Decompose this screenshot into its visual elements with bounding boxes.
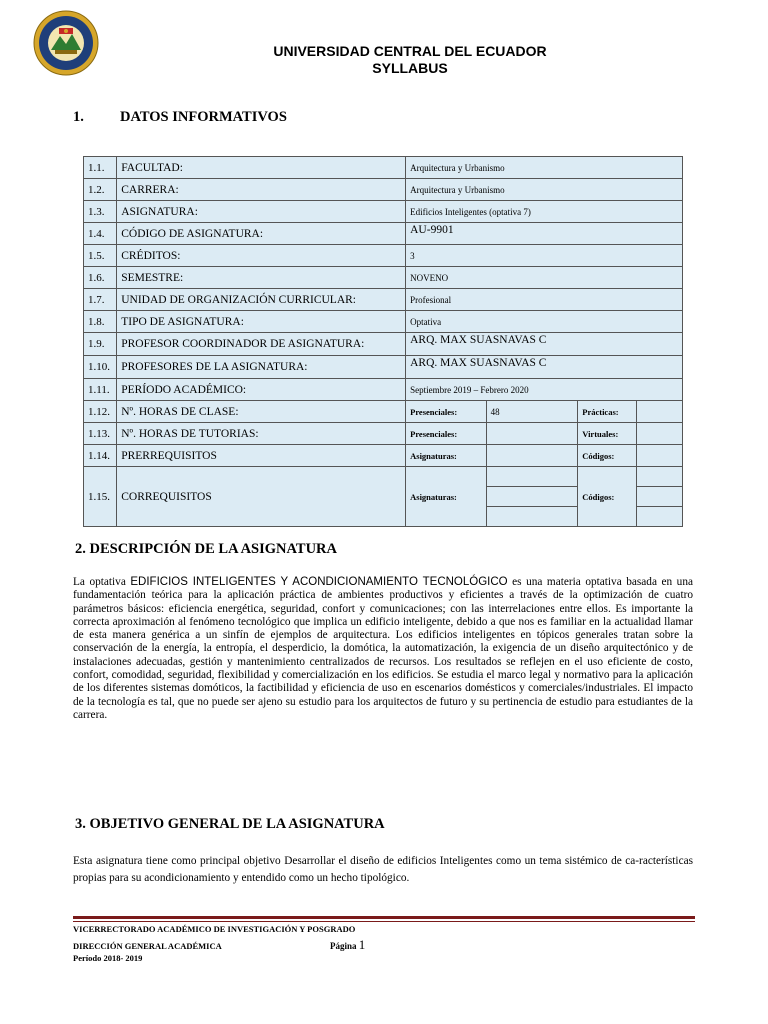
row-label: SEMESTRE: bbox=[117, 267, 406, 289]
info-row bbox=[84, 311, 683, 333]
row-value: Septiembre 2019 – Febrero 2020 bbox=[406, 379, 683, 401]
row-number: 1.9. bbox=[84, 333, 117, 356]
asignaturas-label: Asignaturas: bbox=[406, 445, 487, 467]
row-label: CORREQUISITOS bbox=[117, 467, 406, 527]
footer-rule-thin bbox=[73, 921, 695, 922]
virtuales-label: Virtuales: bbox=[578, 423, 636, 445]
info-row bbox=[84, 356, 683, 379]
row-number: 1.15. bbox=[84, 467, 117, 527]
row-number: 1.6. bbox=[84, 267, 117, 289]
row-label: UNIDAD DE ORGANIZACIÓN CURRICULAR: bbox=[117, 289, 406, 311]
seal-sun bbox=[64, 29, 68, 33]
info-row bbox=[84, 223, 683, 245]
row-number: 1.13. bbox=[84, 423, 117, 445]
presenciales-value bbox=[486, 423, 578, 445]
codigos-value bbox=[636, 467, 682, 487]
row-label: PROFESORES DE LA ASIGNATURA: bbox=[117, 356, 406, 379]
row-number: 1.5. bbox=[84, 245, 117, 267]
codigos-value bbox=[636, 507, 682, 527]
row-value: Optativa bbox=[406, 311, 683, 333]
info-table bbox=[83, 156, 683, 527]
prereq-row bbox=[84, 445, 683, 467]
row-number: 1.2. bbox=[84, 179, 117, 201]
info-row bbox=[84, 157, 683, 179]
row-number: 1.8. bbox=[84, 311, 117, 333]
asignaturas-value bbox=[486, 445, 578, 467]
section-3-paragraph: Esta asignatura tiene como principal objetivo Desarrollar el diseño de edificios Inteligentes como un tema sistémico de ca-racterísticas propias para su acondicionamiento y entendido como un hecho tipológico. bbox=[73, 855, 693, 884]
row-label: CRÉDITOS: bbox=[117, 245, 406, 267]
row-label: Nº. HORAS DE TUTORIAS: bbox=[117, 423, 406, 445]
row-label: PRERREQUISITOS bbox=[117, 445, 406, 467]
info-row bbox=[84, 267, 683, 289]
row-number: 1.7. bbox=[84, 289, 117, 311]
page-indicator bbox=[330, 937, 365, 953]
university-title: UNIVERSIDAD CENTRAL DEL ECUADOR bbox=[273, 43, 547, 59]
row-value: NOVENO bbox=[406, 267, 683, 289]
section-1-title: DATOS INFORMATIVOS bbox=[120, 109, 287, 125]
row-number: 1.10. bbox=[84, 356, 117, 379]
asignaturas-value bbox=[486, 507, 578, 527]
course-name-highlight: EDIFICIOS INTELIGENTES Y ACONDICIONAMIENTO TECNOLÓGICO bbox=[130, 576, 508, 588]
row-label: ASIGNATURA: bbox=[117, 201, 406, 223]
row-number: 1.14. bbox=[84, 445, 117, 467]
page-number: 1 bbox=[358, 937, 366, 952]
practicas-value bbox=[636, 401, 682, 423]
section-1-number: 1. bbox=[73, 109, 84, 125]
row-label: Nº. HORAS DE CLASE: bbox=[117, 401, 406, 423]
info-row bbox=[84, 379, 683, 401]
section-2-paragraph bbox=[73, 576, 693, 722]
row-label: PROFESOR COORDINADOR DE ASIGNATURA: bbox=[117, 333, 406, 356]
row-label: CÓDIGO DE ASIGNATURA: bbox=[117, 223, 406, 245]
codigos-value bbox=[636, 487, 682, 507]
row-value: Arquitectura y Urbanismo bbox=[406, 179, 683, 201]
section-2-title: 2. DESCRIPCIÓN DE LA ASIGNATURA bbox=[75, 541, 337, 557]
presenciales-value: 48 bbox=[486, 401, 578, 423]
paragraph-lead: La optativa bbox=[73, 576, 131, 588]
practicas-label: Prácticas: bbox=[578, 401, 636, 423]
row-label: CARRERA: bbox=[117, 179, 406, 201]
info-row bbox=[84, 179, 683, 201]
codigos-label: Códigos: bbox=[578, 445, 636, 467]
info-row bbox=[84, 201, 683, 223]
presenciales-label: Presenciales: bbox=[406, 423, 487, 445]
row-number: 1.4. bbox=[84, 223, 117, 245]
footer-line-1: VICERRECTORADO ACADÉMICO DE INVESTIGACIÓN Y POSGRADO bbox=[73, 924, 356, 934]
info-row bbox=[84, 245, 683, 267]
page-label: Página bbox=[330, 941, 359, 951]
asignaturas-label: Asignaturas: bbox=[406, 467, 487, 527]
virtuales-value bbox=[636, 423, 682, 445]
document-title: SYLLABUS bbox=[372, 60, 448, 76]
hours-class-row bbox=[84, 401, 683, 423]
seal-base bbox=[55, 50, 77, 54]
info-row bbox=[84, 289, 683, 311]
row-value: AU-9901 bbox=[406, 223, 683, 245]
footer-rule-thick bbox=[73, 916, 695, 919]
row-number: 1.3. bbox=[84, 201, 117, 223]
codigos-label: Códigos: bbox=[578, 467, 636, 527]
asignaturas-value bbox=[486, 487, 578, 507]
info-row bbox=[84, 333, 683, 356]
paragraph-body: es una materia optativa basada en una fundamentación teórica para la aplicación práctica de ambientes productivos y eficientes a través de la optimización de cuatro parámetros básicos: eficiencia energética, seguridad, confort y comunicaciones; con las interrelaciones entre ellos. Es importante la correcta aproximación al fenómeno tecnológico que implica un edificio inteligente, debido a que nos es familiar en la actualidad llamar de esta manera genérica a un sinfín de ejemplos de arquitectura. Los edificios inteligentes en tópicos generales tratan sobre la conservación de la energía, la entropía, el desperdicio, la domótica, la automatización, la exigencia de un diseño arquitectónico y de instalaciones adecuadas, gestión y mantenimiento centralizados de recursos. Los resultados se reflejen en el uso eficiente de costo, confort, comodidad, seguridad, flexibilidad y comercialización en los edificios. Se estudia el marco legal y normativo para la aplicación de los diferentes sistemas domóticos, la factibilidad y eficiencia de uso en escenarios domésticos y comerciales/industriales. El impacto de la tecnología es tal, que no puede ser ajeno su estudio para los arquitectos de futuro y su pertinencia de estudio para estudiantes de la carrera. bbox=[73, 576, 693, 721]
row-number: 1.11. bbox=[84, 379, 117, 401]
university-seal-logo bbox=[33, 10, 99, 76]
row-value: Arquitectura y Urbanismo bbox=[406, 157, 683, 179]
row-value: Profesional bbox=[406, 289, 683, 311]
row-number: 1.12. bbox=[84, 401, 117, 423]
codigos-value bbox=[636, 445, 682, 467]
asignaturas-value bbox=[486, 467, 578, 487]
hours-tutor-row bbox=[84, 423, 683, 445]
row-label: PERÍODO ACADÉMICO: bbox=[117, 379, 406, 401]
presenciales-label: Presenciales: bbox=[406, 401, 487, 423]
row-value: ARQ. MAX SUASNAVAS C bbox=[406, 356, 683, 379]
coreq-row bbox=[84, 467, 683, 487]
row-value: ARQ. MAX SUASNAVAS C bbox=[406, 333, 683, 356]
row-value: Edificios Inteligentes (optativa 7) bbox=[406, 201, 683, 223]
footer-line-3: Período 2018- 2019 bbox=[73, 953, 143, 963]
row-value: 3 bbox=[406, 245, 683, 267]
footer-line-2: DIRECCIÓN GENERAL ACADÉMICA bbox=[73, 941, 222, 951]
row-label: TIPO DE ASIGNATURA: bbox=[117, 311, 406, 333]
row-label: FACULTAD: bbox=[117, 157, 406, 179]
row-number: 1.1. bbox=[84, 157, 117, 179]
section-3-title: 3. OBJETIVO GENERAL DE LA ASIGNATURA bbox=[75, 816, 385, 832]
